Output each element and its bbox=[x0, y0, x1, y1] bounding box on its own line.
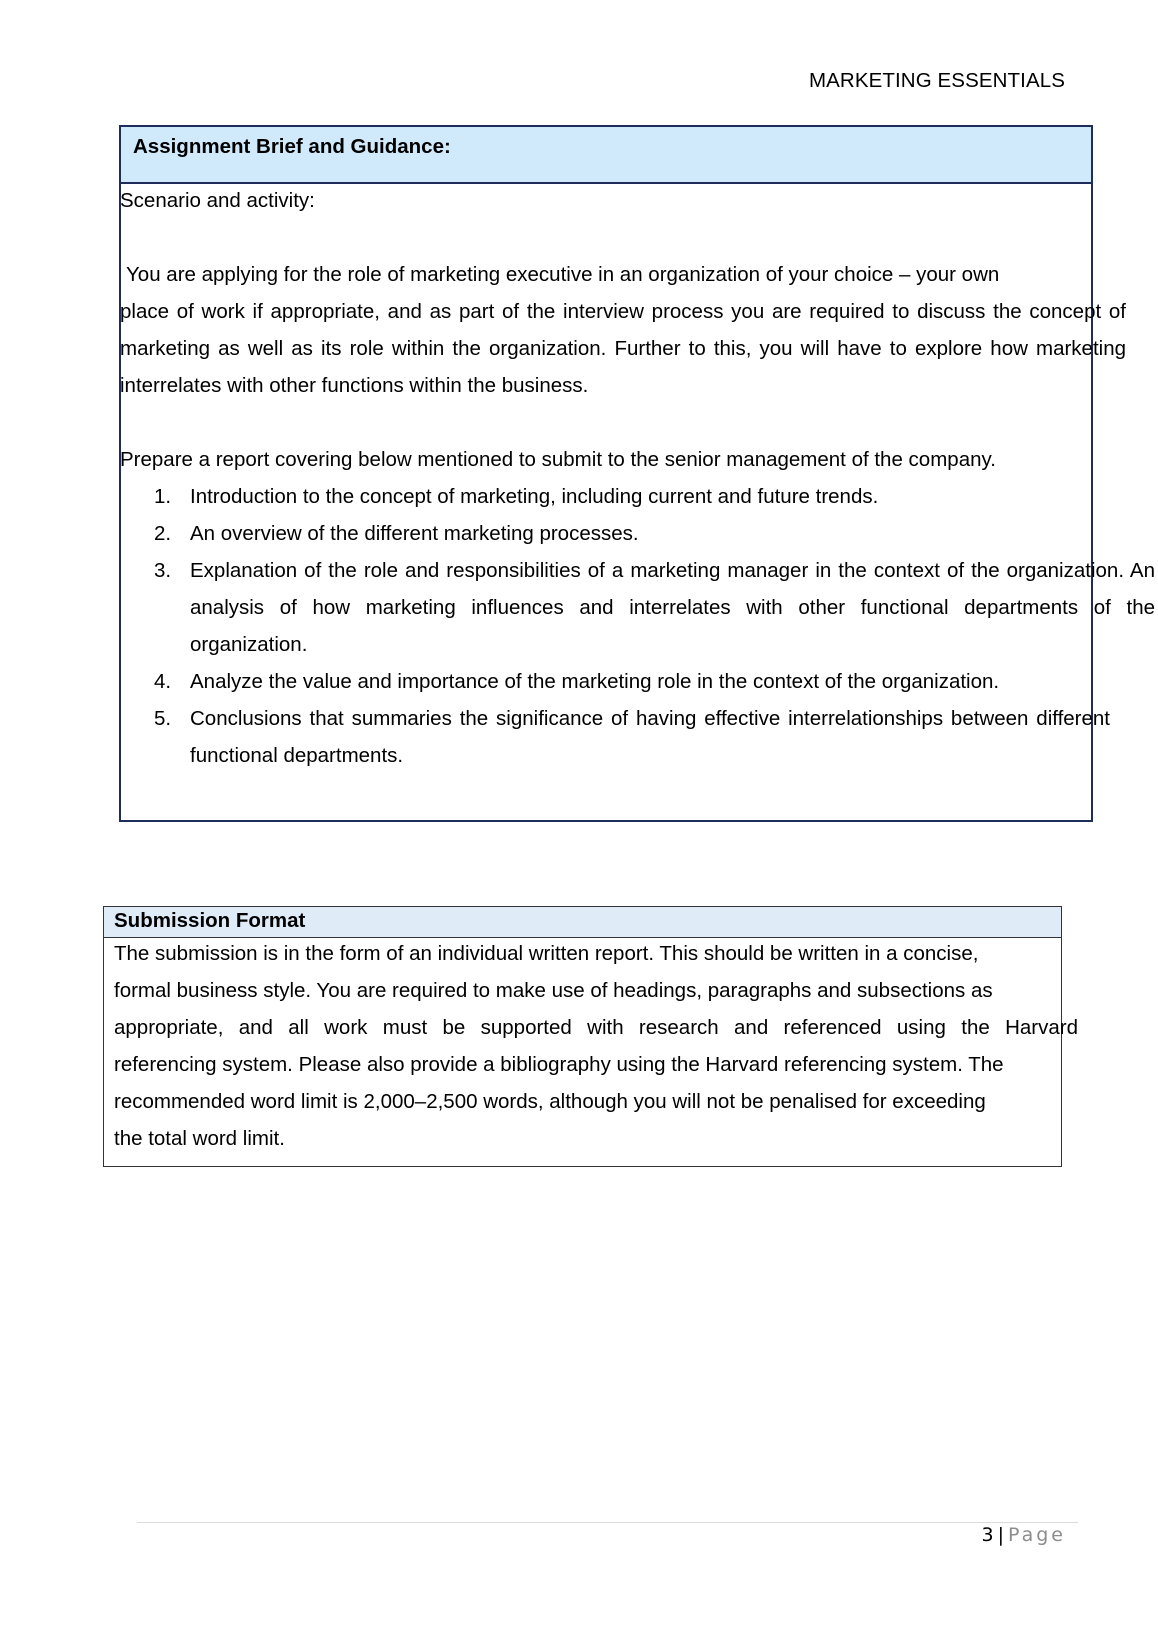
task-list bbox=[120, 478, 1155, 774]
submission-line: appropriate, and all work must be supported with research and referenced using the Harvard bbox=[114, 1016, 1078, 1039]
page-label: Page bbox=[1008, 1524, 1066, 1546]
page-number: 3 bbox=[981, 1524, 994, 1546]
scenario-paragraph-rest: place of work if appropriate, and as part of the interview process you are required to discuss the concept of marketing as well as its role within the organization. Further to this, you will have to explore how marketing interrelates with other functions within the business. bbox=[120, 300, 1126, 397]
task-number: 3. bbox=[154, 559, 172, 582]
submission-line: the total word limit. bbox=[114, 1127, 285, 1150]
submission-format-heading: Submission Format bbox=[104, 907, 1061, 938]
assignment-brief-heading: Assignment Brief and Guidance: bbox=[121, 127, 1091, 184]
assignment-brief-body bbox=[120, 182, 1155, 774]
task-list-item bbox=[120, 663, 1110, 700]
submission-line: formal business style. You are required to make use of headings, paragraphs and subsections as bbox=[114, 979, 993, 1002]
submission-line: recommended word limit is 2,000–2,500 words, although you will not be penalised for exceeding bbox=[114, 1090, 986, 1113]
task-list-item bbox=[120, 552, 1155, 663]
scenario-paragraph bbox=[120, 256, 1138, 404]
task-text: Introduction to the concept of marketing, including current and future trends. bbox=[190, 485, 879, 508]
task-list-item bbox=[120, 515, 1110, 552]
scenario-paragraph-first-line: You are applying for the role of marketing executive in an organization of your choice – your own bbox=[126, 263, 1000, 286]
document-header-title: MARKETING ESSENTIALS bbox=[808, 69, 1065, 92]
task-number: 2. bbox=[154, 522, 172, 545]
task-text: Conclusions that summaries the significance of having effective interrelationships between different functional departments. bbox=[190, 707, 1110, 767]
prepare-instruction: Prepare a report covering below mentioned to submit to the senior management of the company. bbox=[120, 448, 996, 471]
submission-line: The submission is in the form of an individual written report. This should be written in a concise, bbox=[114, 942, 979, 965]
task-text: An overview of the different marketing processes. bbox=[190, 522, 639, 545]
footer-divider bbox=[137, 1522, 1078, 1523]
task-list-item bbox=[120, 700, 1110, 774]
scenario-label: Scenario and activity: bbox=[120, 189, 315, 212]
submission-format-body bbox=[114, 935, 1078, 1157]
task-text: Analyze the value and importance of the marketing role in the context of the organization. bbox=[190, 670, 1000, 693]
task-number: 5. bbox=[154, 707, 172, 730]
task-text: Explanation of the role and responsibilities of a marketing manager in the context of the organization. An analysis of how marketing influences and interrelates with other functional departments of the organization. bbox=[190, 559, 1155, 656]
page-footer bbox=[982, 1524, 1067, 1546]
task-list-item bbox=[120, 478, 1110, 515]
submission-line: referencing system. Please also provide a bibliography using the Harvard referencing system. The bbox=[114, 1053, 1004, 1076]
task-number: 4. bbox=[154, 670, 172, 693]
page-separator: | bbox=[997, 1524, 1004, 1546]
task-number: 1. bbox=[154, 485, 172, 508]
